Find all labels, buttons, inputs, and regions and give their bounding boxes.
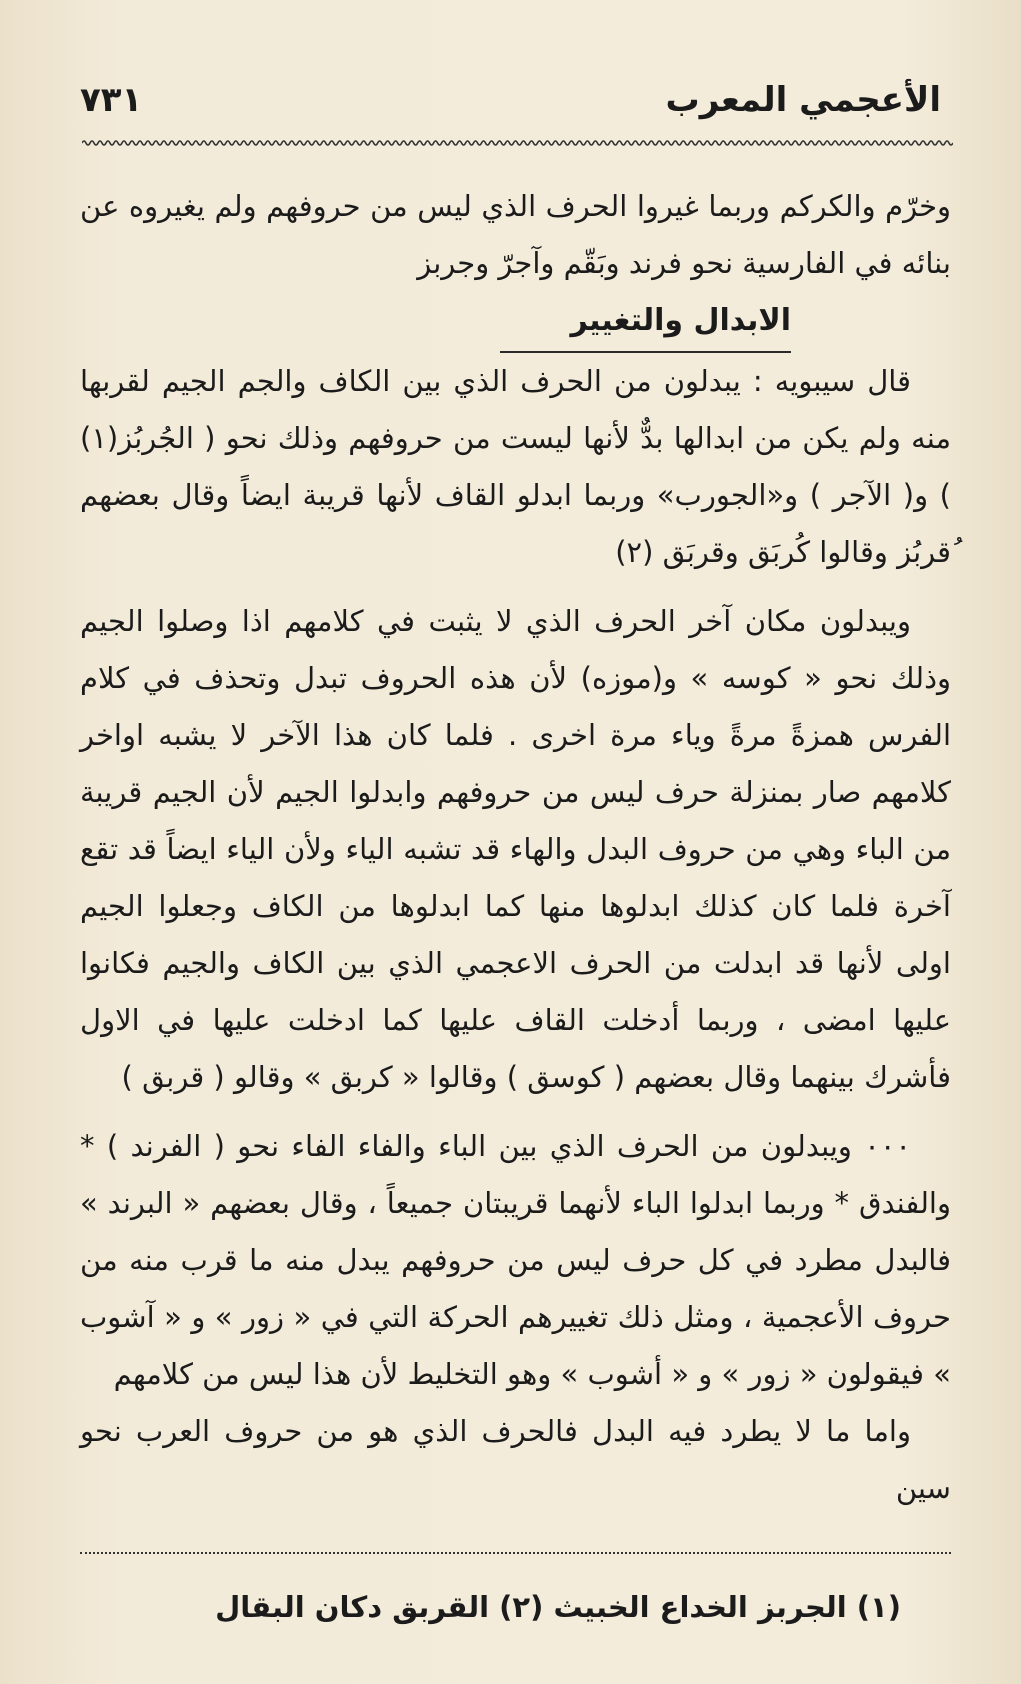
paragraph-2: قال سيبويه : يبدلون من الحرف الذي بين الكاف والجم الجيم لقربها منه ولم يكن من ابدالها بدٌّ لأنها ليست من حروفهم وذلك نحو ( الجُربُز(١) ) و( الآجر ) و«الجورب» وربما ابدلو القاف لأنها قريبة ايضاً وقال بعضهم ُقربُز وقالوا كُربَق وقربَق (٢) [80,364,951,569]
running-title: الأعجمي المعرب [665,80,941,120]
body-text [80,178,951,1517]
wavy-line-icon [82,136,953,150]
section-heading-wrap [80,292,951,353]
header-wavy-rule [82,136,953,150]
page-header [80,70,941,130]
paragraph-5: واما ما لا يطرد فيه البدل فالحرف الذي هو من حروف العرب نحو سين [80,1414,951,1505]
section-title: الابدال والتغيير [500,295,791,353]
footnotes: (١) الجربز الخداع الخبيث (٢) القربق دكان البقال [215,1590,901,1624]
paragraph-1: وخرّم والكركم وربما غيروا الحرف الذي ليس من حروفهم ولم يغيروه عن بنائه في الفارسية نحو فرند وبَقّم وآجرّ وجربز [80,189,951,280]
footnote-divider [80,1552,951,1554]
page-number: ٧٣١ [80,80,143,120]
paragraph-3: ويبدلون مكان آخر الحرف الذي لا يثبت في كلامهم اذا وصلوا الجيم وذلك نحو « كوسه » و(موزه) لأن هذه الحروف تبدل وتحذف في كلام الفرس همزةً مرةً وياء مرة اخرى . فلما كان هذا الآخر لا يشبه اواخر كلامهم صار بمنزلة حرف ليس من حروفهم وابدلوا الجيم لأن الجيم قريبة من الباء وهي من حروف البدل والهاء قد تشبه الياء ولأن الياء ايضاً قد تقع آخرة فلما كان كذلك ابدلوها منها كما ابدلوها من الكاف وجعلوا الجيم اولى لأنها قد ابدلت من الحرف الاعجمي الذي بين الكاف والجيم فكانوا عليها امضى ، وربما أدخلت القاف عليها كما ادخلت عليها في الاول فأشرك بينهما وقال بعضهم ( كوسق ) وقالوا « كربق » وقالو ( قربق ) [80,604,951,1094]
paragraph-4: ٠٠٠ ويبدلون من الحرف الذي بين الباء والفاء الفاء نحو ( الفرند ) * والفندق * وربما ابدلوا الباء لأنهما قريبتان جميعاً ، وقال بعضهم « البرند » فالبدل مطرد في كل حرف ليس من حروفهم يبدل منه ما قرب منه من حروف الأعجمية ، ومثل ذلك تغييرهم الحركة التي في « زور » و « آشوب » فيقولون « زور » و « أشوب » وهو التخليط لأن هذا ليس من كلامهم [80,1129,951,1391]
